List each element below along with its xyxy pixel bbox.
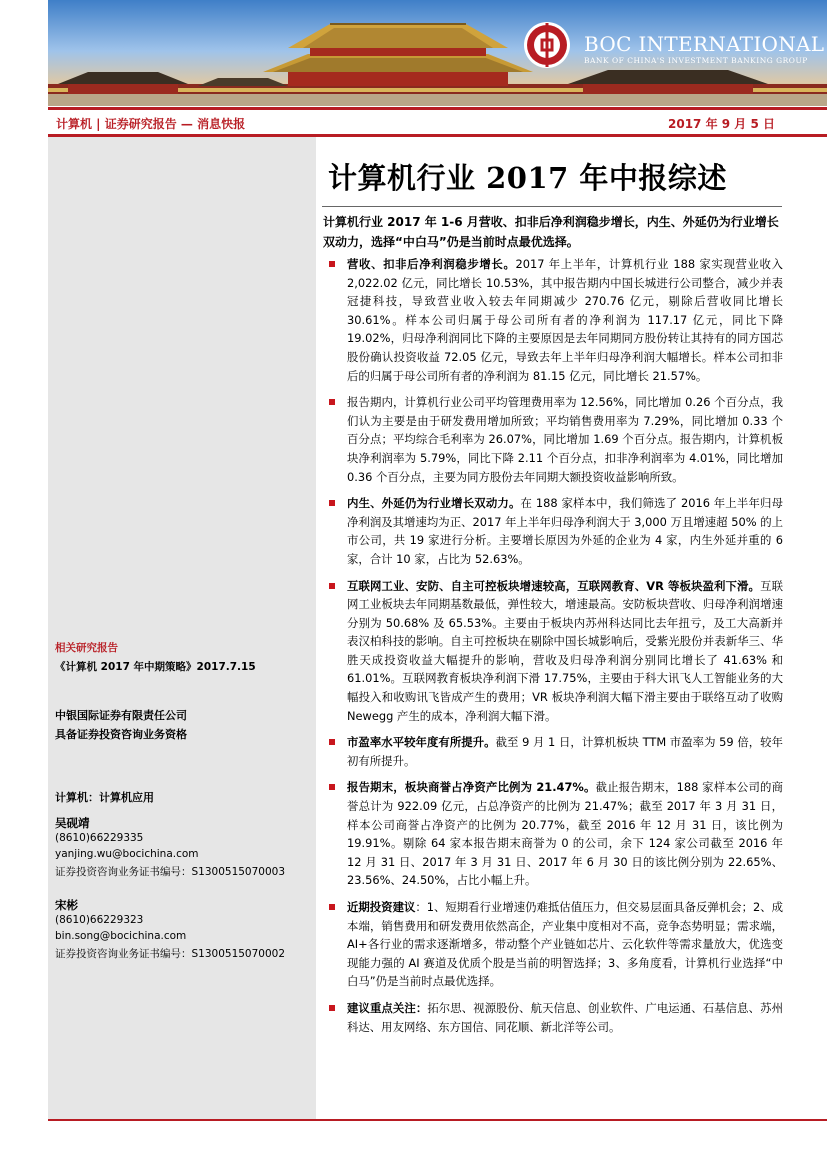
company-line: 中银国际证券有限责任公司 [55,709,187,722]
bullet-lead: 近期投资建议 [347,900,416,914]
title-rule [322,206,782,207]
analyst-email[interactable]: bin.song@bocichina.com [55,930,187,942]
report-date: 2017 年 9 月 5 日 [668,117,775,131]
report-summary: 计算机行业 2017 年 1-6 月营收、扣非后净利润稳步增长，内生、外延仍为行业增长双动力，选择“中白马”仍是当前时点最优选择。 [323,215,779,249]
list-item [323,494,783,568]
bullet-text: 截至 9 月 1 日，计算机板块 TTM 市盈率为 59 倍，较年初有所提升。 [347,735,783,768]
bullet-text: 2017 年上半年，计算机行业 188 家实现营业收入 2,022.02 亿元，同比增长 10.53%，其中报告期内中国长城进行公司整合，减少并表冠捷科技，导致营业收入较去年同期减少 270.76 亿元，剔除后营收同比增长 30.61%。样本公司归属于母公司所有者的净利润为 117.17 亿元，同比下降 19.02%，归母净利润同比下降的主要原因是去年同期同方股份转让其持有的同方国芯股份确认投资收益 72.05 亿元，导致去年上半年归母净利润大幅增长。样本公司扣非后的归属于母公司所有者的净利润为 81.15 亿元，同比增长 21.57%。 [347,257,783,383]
list-item [323,999,783,1036]
analyst-name: 宋彬 [55,898,78,912]
bullet-text: 截止报告期末，188 家样本公司的商誉总计为 922.09 亿元，占总净资产的比例为 21.47%；截至 2017 年 3 月 31 日，样本公司商誉占净资产的比例为 20.77%，截至 2016 年 12 月 31 日，该比例为 19.91%。剔除 64 家本报告期末商誉为 0 的公司，余下 124 家公司截至 2016 年 12 月 31 日、2017 年 3 月 31 日、2017 年 6 月 30 日的该比例分别为 22.65%、23.56%、24.50%，占比小幅上升。 [347,780,783,888]
bullet-square-icon [329,1005,335,1011]
doc-category: 计算机 | 证券研究报告 — 消息快报 [56,117,246,131]
list-item [323,255,783,385]
bullet-lead: 建议重点关注： [347,1000,428,1015]
bullet-text: 互联网工业板块去年同期基数最低，弹性较大，增速最高。安防板块营收、归母净利润增速分别为 50.68% 及 65.53%。主要由于板块内苏州科达同比去年扭亏，及工大高新并表汉柏科技的影响。自主可控板块在剔除中国长城影响后，受紫光股份并表新华三、华胜天成投资收益大幅提升的影响，营收及归母净利润分别同比增长了 41.63% 和 61.01%。互联网教育板块净利润下滑 17.75%，主要由于科大讯飞人工智能业务的大幅投入和收购讯飞皆成产生的费用；VR 板块净利润大幅下滑主要由于联络互动了收购 Newegg 产生的成本，净利润大幅下滑。 [347,578,783,723]
bullet-text: 在 188 家样本中，我们筛选了 2016 年上半年归母净利润及其增速均为正、2017 年上半年归母净利润大于 3,000 万且增速超 50% 的上市公司，共 19 家进行分析。主要增长原因为外延的企业为 4 家，内生外延并重的 6 家，合计 10 家，占比为 52.63%。 [347,496,783,566]
analyst-phone: (8610)66229323 [55,914,144,926]
list-item [323,577,783,726]
list-item [323,898,783,991]
bullet-text: 报告期内，计算机行业公司平均管理费用率为 12.56%，同比增加 0.26 个百分点，我们认为主要是由于研发费用增加所致；平均销售费用率为 7.29%，同比增加 0.33 个百分点；平均综合毛利率为 26.07%，同比增加 1.69 个百分点。报告期内，计算机板块净利润率为 5.79%，同比下降 2.11 个百分点，扣非净利润率为 4.01%，同比增加 0.36 个百分点，主要为同方股份去年同期大额投资收益影响所致。 [347,395,783,484]
bullet-square-icon [329,261,335,267]
boc-logo-icon [522,20,572,70]
analyst-phone: (8610)66229335 [55,832,144,844]
sector-label: 计算机：计算机应用 [55,791,154,804]
bullet-square-icon [329,399,335,405]
list-item [323,393,783,486]
list-item [323,778,783,890]
bullet-text: ：1、短期看行业增速仍难抵估值压力，但交易层面具备反弹机会；2、成本端，销售费用和研发费用依然高企，产业集中度相对不高，竞争态势明显；需求端，AI+各行业的需求逐渐增多，带动整个产业链如芯片、云化软件等需求量放大，优选变现能力强的 AI 赛道及优质个股是当前的明智选择；3、多角度看，计算机行业选择“中白马”仍是当前时点最优选择。 [347,900,783,989]
bullet-list [323,255,783,1044]
company-subtitle: BANK OF CHINA'S INVESTMENT BANKING GROUP [584,56,808,65]
bullet-lead: 互联网工业、安防、自主可控板块增速较高，互联网教育、VR 等板块盈利下滑。 [347,578,761,593]
footer-rule [48,1119,827,1121]
analyst-license: 证券投资咨询业务证书编号：S1300515070002 [55,948,286,960]
analyst-name: 吴砚靖 [55,816,90,830]
bullet-square-icon [329,784,335,790]
bullet-square-icon [329,583,335,589]
bullet-square-icon [329,739,335,745]
related-research-link[interactable]: 《计算机 2017 年中期策略》2017.7.15 [55,661,256,673]
analyst-email[interactable]: yanjing.wu@bocichina.com [55,848,199,860]
header-rule [48,107,827,110]
company-name: BOC INTERNATIONAL [584,32,825,56]
bullet-lead: 市盈率水平较年度有所提升。 [347,735,496,750]
license-line: 具备证券投资咨询业务资格 [55,728,187,741]
bullet-lead: 内生、外延仍为行业增长双动力。 [347,496,521,511]
analyst-license: 证券投资咨询业务证书编号：S1300515070003 [55,866,286,878]
list-item [323,733,783,770]
bullet-square-icon [329,500,335,506]
related-research-heading: 相关研究报告 [55,642,118,654]
bullet-lead: 营收、扣非后净利润稳步增长。 [347,257,516,271]
sidebar [48,137,316,1119]
bullet-square-icon [329,904,335,910]
bullet-text: 拓尔思、视源股份、航天信息、创业软件、广电运通、石基信息、苏州科达、用友网络、东方国信、同花顺、新北洋等公司。 [347,1000,783,1034]
bullet-lead: 报告期末，板块商誉占净资产比例为 21.47%。 [347,780,596,795]
page-title: 计算机行业 2017 年中报综述 [328,161,727,195]
